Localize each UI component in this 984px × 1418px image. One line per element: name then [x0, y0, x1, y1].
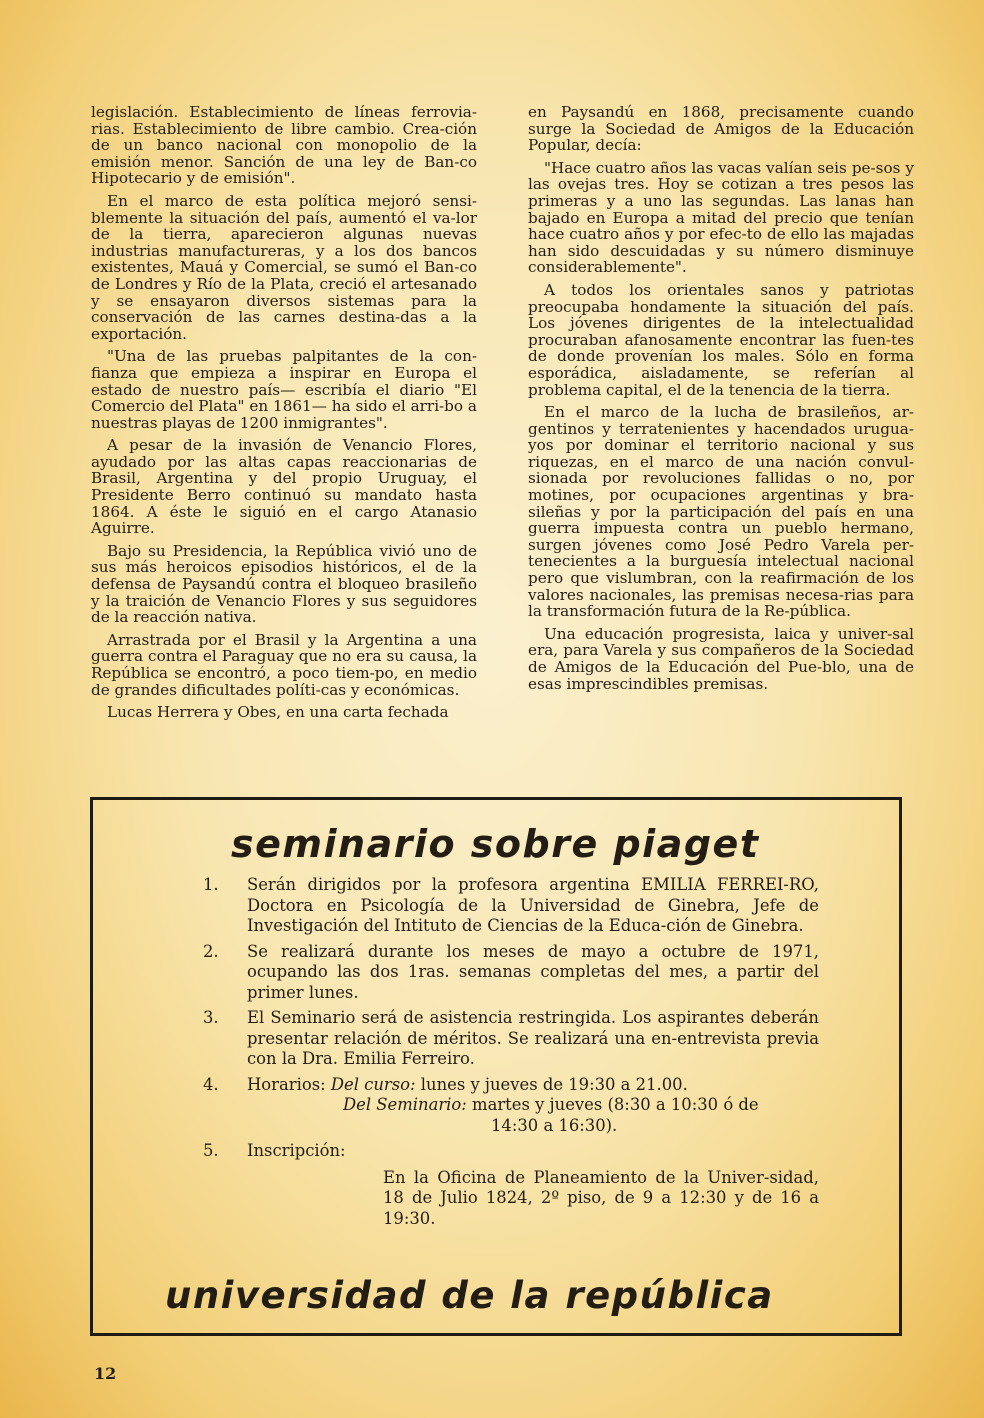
article-right-column	[528, 104, 914, 698]
notice-item-5	[203, 1141, 819, 1229]
seminar-text: martes y jueves (8:30 a 10:30 ó de	[472, 1095, 759, 1114]
item-number: 2.	[203, 941, 219, 961]
schedule-seminar-line	[247, 1095, 819, 1116]
schedule-seminar-line-cont: 14:30 a 16:30).	[491, 1115, 618, 1135]
item-text: Inscripción:	[247, 1141, 346, 1160]
page-number: 12	[94, 1364, 117, 1383]
paragraph: Arrastrada por el Brasil y la Argentina a una guerra contra el Paraguay que no era su causa, la República se encontró, a poco tiem-po, en medio de grandes dificultades políti-cas y económicas.	[91, 630, 477, 699]
item-text: Se realizará durante los meses de mayo a octubre de 1971, ocupando las dos 1ras. semanas completas del mes, a partir del primer lunes.	[247, 941, 819, 1002]
seminar-label: Del Seminario:	[343, 1095, 467, 1114]
article-left-column	[91, 104, 477, 727]
item-number: 3.	[203, 1008, 219, 1027]
paragraph: Una educación progresista, laica y univer-sal era, para Varela y sus compañeros de la Sociedad de Amigos de la Educación del Pue-blo, una de esas imprescindibles premisas.	[528, 624, 914, 693]
paragraph: en Paysandú en 1868, precisamente cuando surge la Sociedad de Amigos de la Educación Popular, decía:	[528, 103, 914, 155]
paragraph: Lucas Herrera y Obes, en una carta fechada	[107, 703, 449, 722]
notice-item-2	[203, 942, 819, 1004]
item-number: 1.	[203, 875, 219, 894]
notice-item-4	[203, 1075, 819, 1137]
inscription-detail: En la Oficina de Planeamiento de la Univer-sidad, 18 de Julio 1824, 2º piso, de 9 a 12:30 y de 16 a 19:30.	[383, 1167, 819, 1228]
item-text: Serán dirigidos por la profesora argentina EMILIA FERREI-RO, Doctora en Psicología de la Universidad de Ginebra, Jefe de Investigación del Intituto de Ciencias de la Educa-ción de Ginebra.	[247, 875, 819, 935]
schedule-course-line	[247, 1075, 819, 1096]
course-label: Del curso:	[330, 1074, 416, 1094]
paragraph: "Hace cuatro años las vacas valían seis pe-sos y las ovejas tres. Hoy se cotizan a tres pesos las primeras y a uno las segundas. Las lanas han bajado en Europa a mitad del precio que tenían hace cuatro años y por efec-to de ello las majadas han sido descuidadas y su número disminuye considerablemente".	[528, 158, 914, 277]
course-text: lunes y jueves de 19:30 a 21.00.	[420, 1074, 688, 1094]
item-number: 5.	[203, 1141, 219, 1160]
paragraph: A todos los orientales sanos y patriotas preocupaba hondamente la situación del país. Los jóvenes dirigentes de la intelectualidad procuraban afanosamente encontrar las fuen-tes de donde provenían los males. Sólo en forma esporádica, aisladamente, se referían al problema capital, el de la tenencia de la tierra.	[528, 280, 914, 399]
notice-title: seminario sobre piaget	[231, 822, 760, 866]
paragraph: legislación. Establecimiento de líneas ferrovia-rias. Establecimiento de libre cambio. Crea-ción de un banco nacional con monopolio de la emisión menor. Sanción de una ley de Ban-co Hipotecario y de emisión".	[91, 103, 477, 188]
paragraph: En el marco de esta política mejoró sensi-blemente la situación del país, aumentó el va-lor de la tierra, aparecieron algunas nuevas industrias manufactureras, y a los dos bancos existentes, Mauá y Comercial, se sumó el Ban-co de Londres y Río de la Plata, creció el artesanado y se ensayaron diversos sistemas para la conservación de las carnes destina-das a la exportación.	[91, 191, 477, 343]
paragraph: Bajo su Presidencia, la República vivió uno de sus más heroicos episodios históricos, el de la defensa de Paysandú contra el bloqueo brasileño y la traición de Venancio Flores y sus seguidores de la reacción nativa.	[91, 541, 477, 627]
item-text: Horarios:	[247, 1074, 326, 1094]
seminar-notice-box	[90, 797, 902, 1336]
paragraph: "Una de las pruebas palpitantes de la con-fianza que empieza a inspirar en Europa el estado de nuestro país— escribía el diario "El Comercio del Plata" en 1861— ha sido el arri-bo a nuestras playas de 1200 inmigrantes".	[91, 347, 477, 432]
item-text: El Seminario será de asistencia restringida. Los aspirantes deberán presentar relación de méritos. Se realizará una en-entrevista previa con la Dra. Emilia Ferreiro.	[247, 1008, 819, 1068]
item-number: 4.	[203, 1074, 219, 1094]
paragraph: A pesar de la invasión de Venancio Flores, ayudado por las altas capas reaccionarias de Brasil, Argentina y del propio Uruguay, el Presidente Berro continuó su mandato hasta 1864. A éste le siguió en el cargo Atanasio Aguirre.	[91, 436, 477, 538]
notice-items	[203, 875, 819, 1234]
notice-item-1	[203, 875, 819, 937]
paragraph: En el marco de la lucha de brasileños, ar-gentinos y terratenientes y hacendados urugua-yos por dominar el territorio nacional y sus riquezas, en el marco de una nación convul-sionada por revoluciones fallidas o no, por motines, por ocupaciones argentinas y bra-sileñas y por la participación del país en una guerra impuesta contra un pueblo hermano, surgen jóvenes como José Pedro Varela per-tenecientes a la burguesía intelectual nacional pero que vislumbran, con la reafirmación de los valores nacionales, las premisas necesa-rias para la transformación futura de la Re-pública.	[528, 403, 914, 621]
university-name: universidad de la república	[165, 1274, 774, 1317]
notice-item-3	[203, 1008, 819, 1070]
